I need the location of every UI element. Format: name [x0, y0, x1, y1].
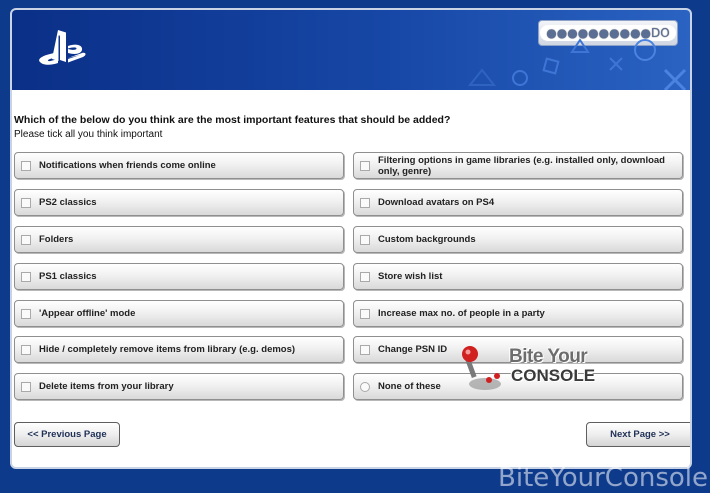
survey-code: ●●●●●●●●●●DO: [540, 25, 675, 41]
watermark-line2: CONSOLE: [511, 366, 596, 385]
option-label: Notifications when friends come online: [39, 160, 216, 171]
question-title: Which of the below do you think are the most important features that should be added?: [14, 114, 451, 126]
header-banner: [12, 10, 690, 90]
option-delete-library-items[interactable]: [14, 373, 344, 400]
option-store-wish-list[interactable]: [353, 263, 683, 290]
option-library-filtering[interactable]: [353, 152, 683, 179]
footer-watermark: BiteYourConsole: [498, 463, 708, 493]
option-label: Delete items from your library: [39, 381, 174, 392]
option-ps1-classics[interactable]: [14, 263, 344, 290]
checkbox[interactable]: [360, 198, 370, 208]
option-party-size[interactable]: [353, 300, 683, 327]
checkbox[interactable]: [360, 345, 370, 355]
checkbox[interactable]: [360, 272, 370, 282]
option-hide-library-items[interactable]: [14, 336, 344, 363]
previous-page-button[interactable]: << Previous Page: [14, 422, 120, 447]
option-label: Filtering options in game libraries (e.g. installed only, download only, genre): [378, 154, 665, 177]
option-label: PS2 classics: [39, 197, 97, 208]
option-folders[interactable]: [14, 226, 344, 253]
checkbox[interactable]: [21, 198, 31, 208]
joystick-icon: [459, 344, 509, 394]
option-label: Custom backgrounds: [378, 234, 476, 245]
playstation-logo-icon: [38, 28, 94, 72]
survey-frame: [10, 8, 692, 469]
option-label: Store wish list: [378, 271, 443, 282]
watermark-line1: Bite Your: [509, 346, 588, 367]
playstation-shapes-decoration: [450, 30, 690, 90]
option-label: Download avatars on PS4: [378, 197, 495, 208]
next-page-button[interactable]: Next Page >>: [586, 422, 692, 447]
option-label: Folders: [39, 234, 74, 245]
option-friend-notifications[interactable]: [14, 152, 344, 179]
option-label: Hide / completely remove items from library (e.g. demos): [39, 344, 296, 355]
checkbox[interactable]: [21, 382, 31, 392]
checkbox[interactable]: [360, 161, 370, 171]
checkbox[interactable]: [21, 161, 31, 171]
option-custom-backgrounds[interactable]: [353, 226, 683, 253]
checkbox[interactable]: [21, 235, 31, 245]
option-appear-offline[interactable]: [14, 300, 344, 327]
checkbox[interactable]: [21, 309, 31, 319]
option-label: None of these: [378, 381, 441, 392]
checkbox[interactable]: [21, 272, 31, 282]
checkbox[interactable]: [360, 309, 370, 319]
radio-button[interactable]: [360, 382, 370, 392]
option-label: 'Appear offline' mode: [39, 308, 136, 319]
option-label: Increase max no. of people in a party: [378, 308, 545, 319]
option-ps2-classics[interactable]: [14, 189, 344, 216]
option-download-avatars[interactable]: [353, 189, 683, 216]
option-label: PS1 classics: [39, 271, 97, 282]
checkbox[interactable]: [21, 345, 31, 355]
biteyourconsole-watermark: [459, 344, 619, 394]
question-hint: Please tick all you think important: [14, 129, 163, 140]
option-label: Change PSN ID: [378, 344, 448, 355]
checkbox[interactable]: [360, 235, 370, 245]
